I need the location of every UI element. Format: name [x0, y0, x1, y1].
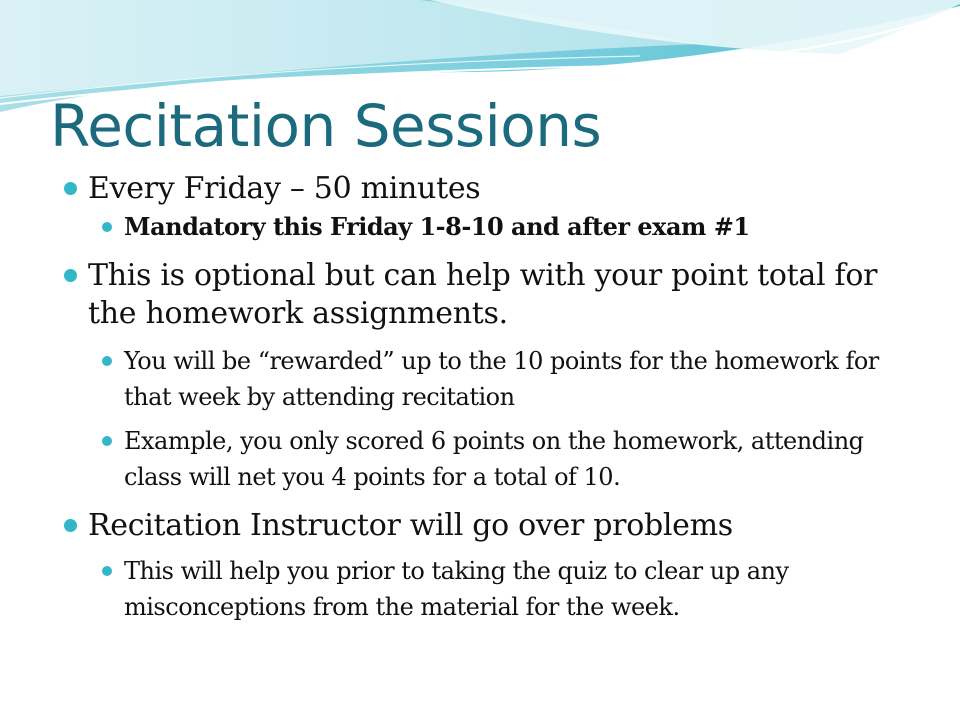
bullet-text: Recitation Instructor will go over problems	[88, 508, 733, 543]
bullet-item	[64, 257, 924, 333]
sub-bullet-item	[64, 343, 924, 415]
bullet-icon	[102, 356, 112, 366]
sub-bullet-text: You will be “rewarded” up to the 10 points for the homework for that week by attending recitation	[124, 347, 879, 411]
sub-bullet-text: Mandatory this Friday 1-8-10 and after exam #1	[124, 212, 750, 241]
bullet-list	[64, 170, 924, 625]
bullet-icon	[64, 269, 77, 282]
sub-bullet-text: This will help you prior to taking the quiz to clear up any misconceptions from the material for the week.	[124, 557, 789, 621]
sub-bullet-item	[64, 423, 924, 495]
sub-bullet-item	[64, 553, 924, 625]
bullet-icon	[64, 519, 77, 532]
bullet-icon	[102, 566, 112, 576]
sub-bullet-item	[64, 209, 924, 245]
bullet-icon	[102, 222, 112, 232]
sub-bullet-text: Example, you only scored 6 points on the homework, attending class will net you 4 points for a total of 10.	[124, 427, 864, 491]
bullet-text: This is optional but can help with your point total for the homework assignments.	[88, 258, 878, 331]
bullet-icon	[64, 182, 77, 195]
bullet-item	[64, 507, 924, 545]
bullet-icon	[102, 436, 112, 446]
slide-title: Recitation Sessions	[50, 92, 602, 160]
bullet-item	[64, 170, 924, 208]
bullet-text: Every Friday – 50 minutes	[88, 171, 481, 206]
